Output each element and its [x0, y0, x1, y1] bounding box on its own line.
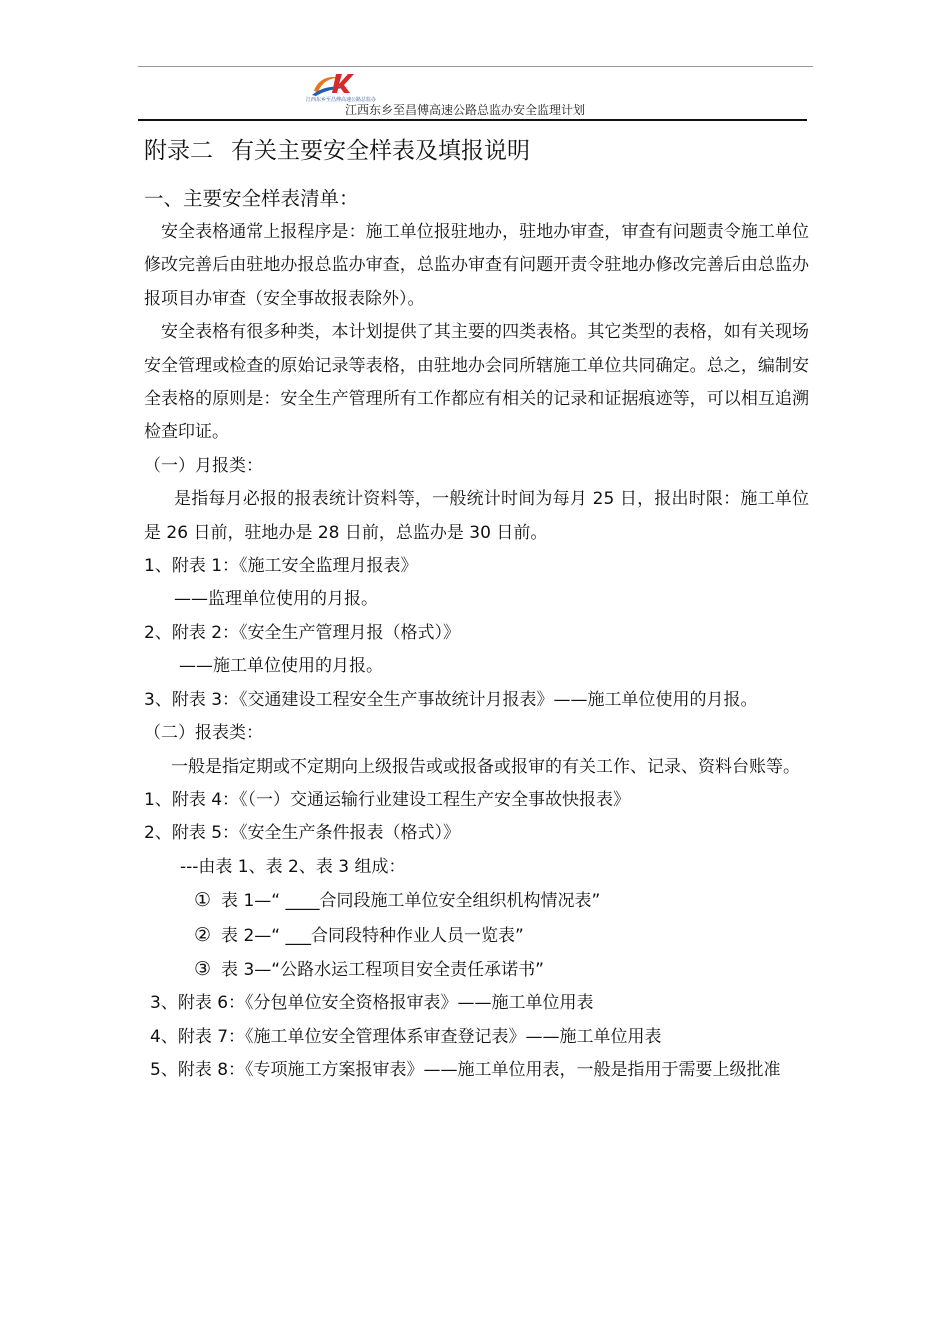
reports-description: 一般是指定期或不定期向上级报告或或报备或报审的有关工作、记录、资料台账等。	[171, 756, 800, 777]
reports-item-6: 3、附表 6：《分包单位安全资格报审表》——施工单位用表	[150, 993, 594, 1014]
logo-red-mark	[332, 74, 354, 93]
reports-item-8: 5、附表 8：《专项施工方案报审表》——施工单位用表，一般是指用于需要上级批准	[150, 1060, 781, 1081]
reports-item-5: 2、附表 5：《安全生产条件报表（格式）》	[144, 823, 461, 844]
reports-section-title: （二）报表类：	[144, 723, 263, 744]
top-rule	[138, 66, 813, 67]
composition-table-3-text: 表 3—“公路水运工程项目安全责任承诺书”	[221, 959, 544, 980]
appendix-title: 有关主要安全样表及填报说明	[231, 138, 530, 164]
monthly-item-3: 3、附表 3：《交通建设工程安全生产事故统计月报表》——施工单位使用的月报。	[144, 689, 758, 710]
monthly-item-2: 2、附表 2：《安全生产管理月报（格式）》	[144, 622, 461, 643]
monthly-item-1-note: ——监理单位使用的月报。	[174, 589, 378, 610]
monthly-description: 是指每月必报的报表统计资料等，一般统计时间为每月 25 日，报出时限：施工单位是 26 日前，驻地办是 28 日前，总监办是 30 日前。	[144, 489, 809, 543]
header-title: 江西东乡至昌傅高速公路总监办安全监理计划	[345, 103, 586, 117]
monthly-section-title: （一）月报类：	[144, 455, 263, 476]
intro-paragraph-1: 安全表格通常上报程序是：施工单位报驻地办，驻地办审查，审查有问题责令施工单位修改完善后由驻地办报总监办审查，总监办审查有问题开责令驻地办修改完善后由总监办报项目办审查（安全事故报表除外）。	[144, 222, 809, 309]
logo-caption: 江西东乡至昌傅高速公路总监办	[306, 97, 377, 103]
circled-number-3: ③	[194, 957, 212, 980]
intro-paragraph-2: 安全表格有很多种类，本计划提供了其主要的四类表格。其它类型的表格，如有关现场安全管理或检查的原始记录等表格，由驻地办会同所辖施工单位共同确定。总之，编制安全表格的原则是：安全生产管理所有工作都应有相关的记录和证据痕迹等，可以相互追溯检查印证。	[144, 322, 809, 443]
appendix-heading	[144, 134, 809, 168]
monthly-item-1: 1、附表 1：《施工安全监理月报表》	[144, 556, 418, 577]
composition-table-2-text: 表 2—“ ___合同段特种作业人员一览表”	[221, 925, 524, 946]
composition-table-1-text: 表 1—“ ____合同段施工单位安全组织机构情况表”	[221, 891, 601, 912]
header-rule	[138, 119, 807, 121]
company-logo	[308, 71, 358, 97]
circled-number-1: ①	[194, 889, 212, 912]
composition-table-3	[144, 953, 809, 987]
composition-table-2	[144, 919, 809, 953]
circled-number-2: ②	[194, 923, 212, 946]
reports-item-5-composition: ---由表 1、表 2、表 3 组成：	[180, 856, 406, 877]
composition-table-1	[144, 884, 809, 918]
section-1-title: 一、主要安全样表清单：	[144, 187, 359, 210]
reports-item-4: 1、附表 4：《（一）交通运输行业建设工程生产安全事故快报表》	[144, 789, 631, 810]
reports-item-7: 4、附表 7：《施工单位安全管理体系审查登记表》——施工单位用表	[150, 1026, 662, 1047]
document-body	[144, 134, 809, 1088]
monthly-item-2-note: ——施工单位使用的月报。	[179, 656, 383, 677]
appendix-number: 附录二	[144, 138, 213, 164]
